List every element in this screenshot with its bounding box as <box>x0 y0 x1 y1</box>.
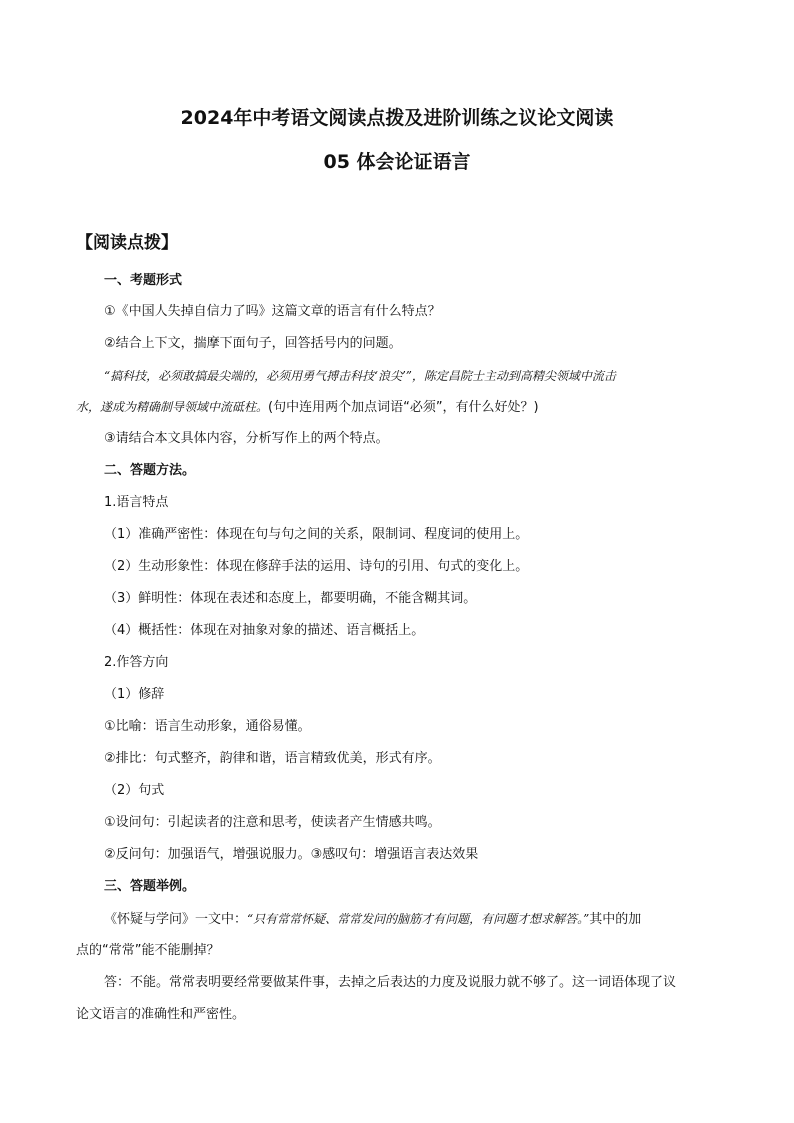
feature-1: （1）准确严密性：体现在句与句之间的关系，限制词、程度词的使用上。 <box>104 527 529 542</box>
document-subtitle: 05 体会论证语言 <box>323 151 471 173</box>
sub-heading-answer-direction: 2.作答方向 <box>104 655 169 670</box>
part1-heading: 一、考题形式 <box>104 273 183 288</box>
feature-4: （4）概括性：体现在对抽象对象的描述、语言概括上。 <box>104 623 425 638</box>
quote-question: (句中连用两个加点词语“必须”，有什么好处？) <box>268 400 539 415</box>
rhetoric-heading: （1）修辞 <box>104 687 165 702</box>
document-title: 2024年中考语文阅读点拨及进阶训练之议论文阅读 <box>180 107 614 129</box>
sentence-heading: （2）句式 <box>104 783 165 798</box>
feature-2: （2）生动形象性：体现在修辞手法的运用、诗句的引用、句式的变化上。 <box>104 559 529 574</box>
sub-heading-language-features: 1.语言特点 <box>104 495 169 510</box>
rhetoric-parallelism: ②排比：句式整齐，韵律和谐，语言精致优美，形式有序。 <box>104 751 441 766</box>
question-1: ①《中国人失掉自信力了吗》这篇文章的语言有什么特点？ <box>104 304 441 319</box>
quote-line-1: “搞科技，必须敢搞最尖端的，必须用勇气搏击科技‘浪尖’”，陈定昌院士主动到高精尖领域中流击 <box>104 369 616 383</box>
part2-heading: 二、答题方法。 <box>104 463 196 478</box>
example-quote: “只有常常怀疑、常常发问的脑筋才有问题，有问题才想求解答。” <box>247 912 590 926</box>
section-heading: 【阅读点拨】 <box>76 233 178 253</box>
rhetoric-metaphor: ①比喻：语言生动形象，通俗易懂。 <box>104 719 311 734</box>
part3-heading: 三、答题举例。 <box>104 879 196 894</box>
quote-end: 水，遂成为精确制导领域中流砥柱。 <box>76 400 269 414</box>
quote-line-2 <box>76 397 539 418</box>
sentence-rhetorical-question: ①设问句：引起读者的注意和思考，使读者产生情感共鸣。 <box>104 815 441 830</box>
example-source: 《怀疑与学问》一文中： <box>104 912 248 927</box>
sentence-question-exclamation: ②反问句：加强语气，增强说服力。③感叹句：增强语言表达效果 <box>104 847 479 862</box>
question-3: ③请结合本文具体内容，分析写作上的两个特点。 <box>104 431 389 446</box>
question-2: ②结合上下文，揣摩下面句子，回答括号内的问题。 <box>104 336 402 351</box>
example-line-2: 点的“常常”能不能删掉？ <box>76 943 220 958</box>
example-line-1 <box>104 909 641 930</box>
answer-line-2: 论文语言的准确性和严密性。 <box>76 1007 246 1022</box>
feature-3: （3）鲜明性：体现在表述和态度上，都要明确，不能含糊其词。 <box>104 591 477 606</box>
example-prompt-start: 其中的加 <box>589 912 642 927</box>
answer-line-1: 答：不能。常常表明要经常要做某件事，去掉之后表达的力度及说服力就不够了。这一词语体现了议 <box>104 975 677 990</box>
